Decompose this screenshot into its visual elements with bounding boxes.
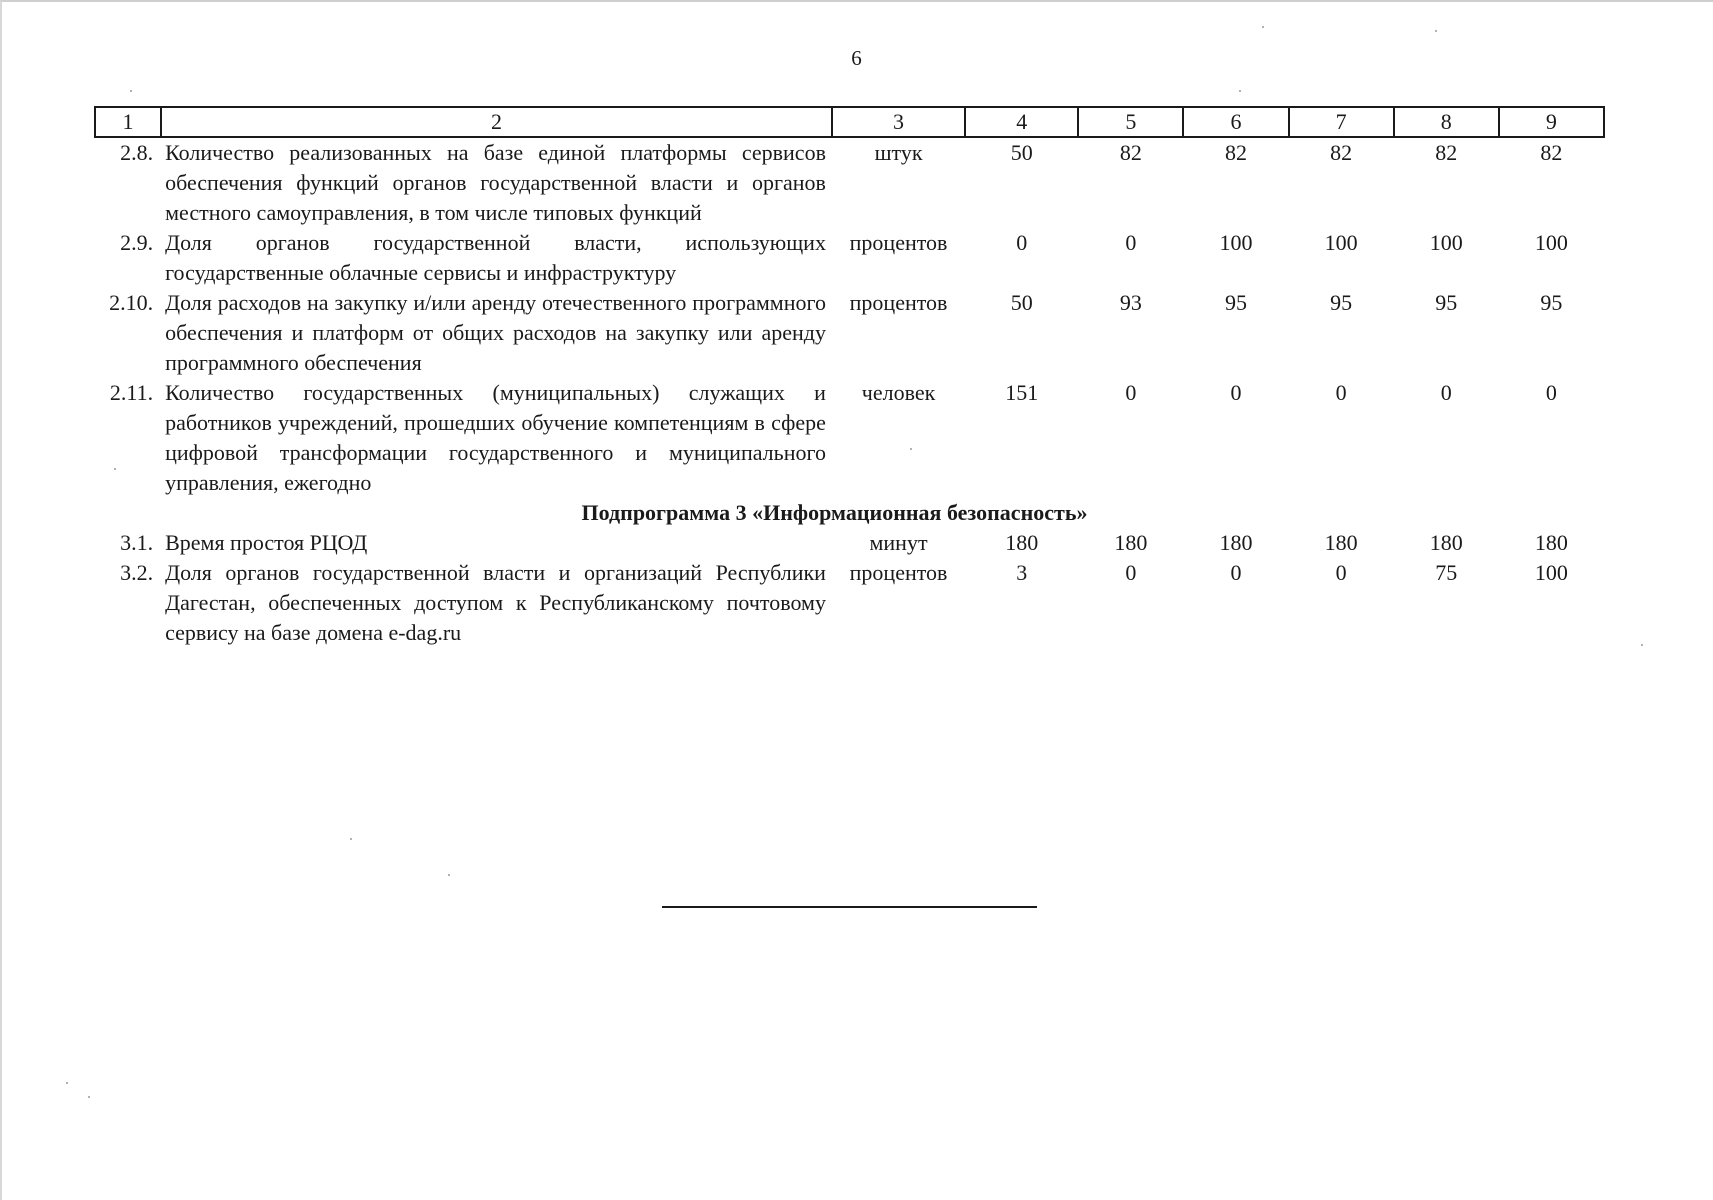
value-col-8: 95: [1435, 290, 1458, 315]
scan-speck: [130, 90, 132, 92]
indicator-name: [161, 378, 832, 498]
value-col-9: 180: [1534, 530, 1568, 555]
header-col-9: 9: [1499, 107, 1604, 137]
unit: штук: [874, 140, 923, 165]
indicators-table: [94, 106, 1605, 648]
value-col-9: 82: [1540, 140, 1563, 165]
table-row: [95, 228, 1604, 288]
value-col-7: 0: [1335, 380, 1347, 405]
header-col-4: 4: [965, 107, 1078, 137]
scan-speck: [1641, 644, 1643, 646]
value-col-8: 0: [1440, 380, 1452, 405]
value-col-9: 100: [1534, 560, 1568, 585]
value-col-4: 50: [1010, 140, 1033, 165]
indicator-name-text: Доля расходов на закупку и/или аренду отечественного программного обеспечения и платформ от общих расходов на закупку или аренду программного обеспечения: [165, 290, 826, 375]
value-col-6: 100: [1219, 230, 1253, 255]
value-col-5: 93: [1119, 290, 1142, 315]
value-col-7: 0: [1335, 560, 1347, 585]
indicator-name-text: Время простоя РЦОД: [165, 530, 368, 555]
value-col-6: 0: [1230, 380, 1242, 405]
value-col-7: 180: [1324, 530, 1358, 555]
scan-speck: [66, 1082, 68, 1084]
value-col-7: 82: [1330, 140, 1353, 165]
indicator-name: [161, 288, 832, 378]
row-number: 3.1.: [120, 530, 154, 555]
scan-speck: [1262, 26, 1264, 28]
page-number: 6: [851, 46, 862, 70]
value-col-8: 82: [1435, 140, 1458, 165]
value-col-8: 180: [1429, 530, 1463, 555]
unit: процентов: [849, 560, 948, 585]
row-number: 2.10.: [109, 290, 154, 315]
section-title: Подпрограмма 3 «Информационная безопасность»: [581, 500, 1088, 525]
value-col-5: 0: [1125, 380, 1137, 405]
table-row: [95, 558, 1604, 648]
scan-speck: [350, 838, 352, 840]
indicator-name-text: Доля органов государственной власти, использующих государственные облачные сервисы и инфраструктуру: [165, 230, 826, 285]
unit: процентов: [849, 290, 948, 315]
row-number: 3.2.: [120, 560, 154, 585]
indicator-name-text: Количество государственных (муниципальных) служащих и работников учреждений, прошедших обучение компетенциям в сфере цифровой трансформации государственного и муниципального управления, ежегодно: [165, 380, 826, 495]
value-col-9: 95: [1540, 290, 1563, 315]
value-col-8: 100: [1429, 230, 1463, 255]
value-col-5: 180: [1114, 530, 1148, 555]
value-col-6: 180: [1219, 530, 1253, 555]
table-row: [95, 288, 1604, 378]
header-col-3: 3: [832, 107, 965, 137]
value-col-7: 95: [1330, 290, 1353, 315]
header-col-1: 1: [95, 107, 161, 137]
value-col-9: 100: [1534, 230, 1568, 255]
value-col-4: 50: [1010, 290, 1033, 315]
row-number: 2.8.: [120, 140, 154, 165]
scan-speck: [448, 874, 450, 876]
header-col-5: 5: [1078, 107, 1183, 137]
scan-speck: [1239, 90, 1241, 92]
scan-speck: [114, 468, 116, 470]
value-col-4: 180: [1005, 530, 1039, 555]
row-number: 2.11.: [109, 380, 154, 405]
value-col-7: 100: [1324, 230, 1358, 255]
section-heading-row: [95, 498, 1604, 528]
indicator-name-text: Количество реализованных на базе единой платформы сервисов обеспечения функций органов государственной власти и органов местного самоуправления, в том числе типовых функций: [165, 140, 826, 225]
header-col-2: 2: [161, 107, 832, 137]
scan-speck: [88, 1096, 90, 1098]
value-col-8: 75: [1435, 560, 1458, 585]
value-col-6: 0: [1230, 560, 1242, 585]
value-col-5: 0: [1125, 230, 1137, 255]
scan-speck: [910, 448, 912, 450]
value-col-4: 151: [1005, 380, 1039, 405]
value-col-4: 3: [1016, 560, 1028, 585]
header-col-7: 7: [1289, 107, 1394, 137]
table-row: [95, 528, 1604, 558]
header-col-8: 8: [1394, 107, 1499, 137]
unit: человек: [861, 380, 936, 405]
value-col-6: 82: [1224, 140, 1247, 165]
table-row: [95, 137, 1604, 228]
table-row: [95, 378, 1604, 498]
value-col-6: 95: [1224, 290, 1247, 315]
scan-speck: [1435, 30, 1437, 32]
unit: минут: [869, 530, 928, 555]
indicator-name-text: Доля органов государственной власти и организаций Республики Дагестан, обеспеченных доступом к Республиканскому почтовому сервису на базе домена e-dag.ru: [165, 560, 826, 645]
unit: процентов: [849, 230, 948, 255]
section-heading: [95, 498, 1604, 528]
value-col-5: 0: [1125, 560, 1137, 585]
indicator-name: [161, 137, 832, 228]
value-col-5: 82: [1119, 140, 1142, 165]
value-col-4: 0: [1016, 230, 1028, 255]
header-col-6: 6: [1183, 107, 1288, 137]
value-col-9: 0: [1545, 380, 1557, 405]
end-of-document-rule: [662, 906, 1037, 908]
indicator-name: [161, 528, 832, 558]
indicator-name: [161, 228, 832, 288]
indicator-name: [161, 558, 832, 648]
row-number: 2.9.: [120, 230, 154, 255]
table-header-row: [95, 107, 1604, 137]
